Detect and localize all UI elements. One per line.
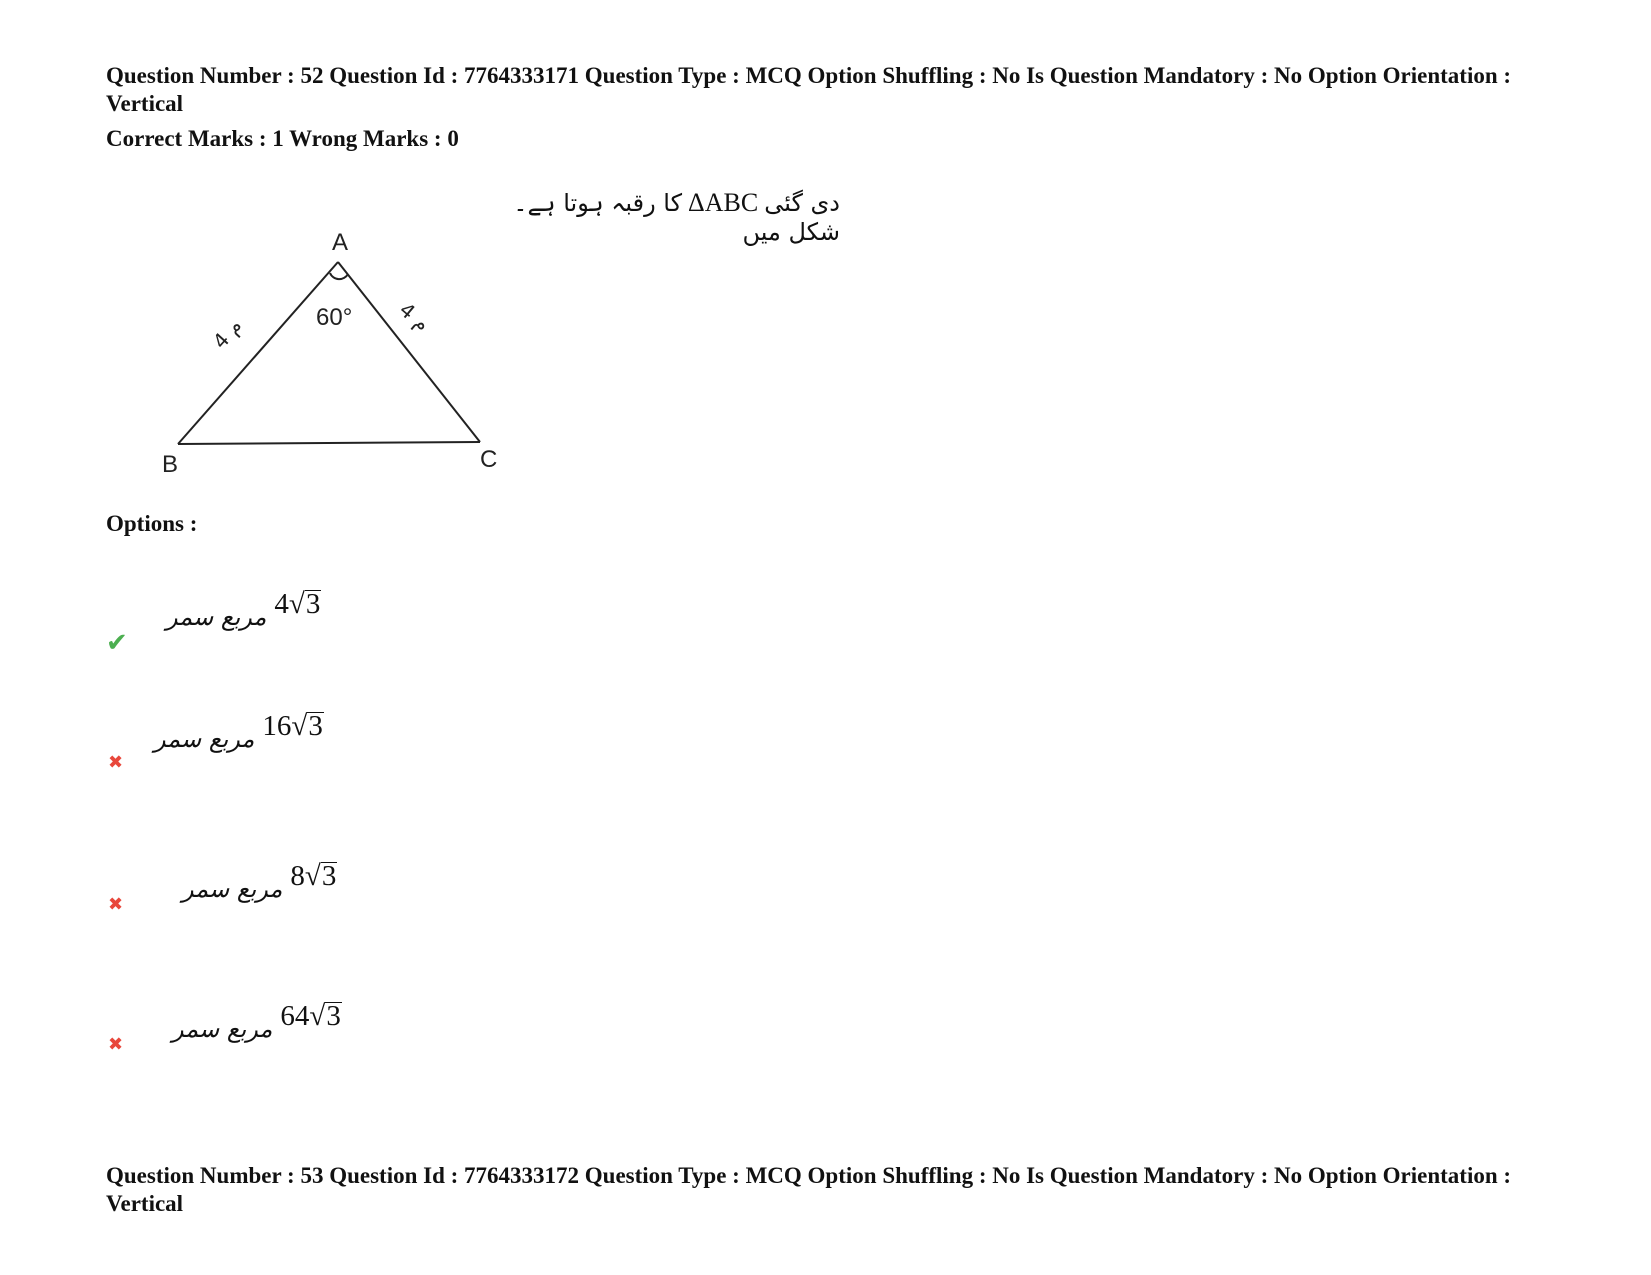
angle-arc <box>330 273 348 279</box>
vertex-a-label: A <box>332 229 349 256</box>
option-1-radicand: 3 <box>305 588 321 620</box>
triangle-figure <box>150 220 510 480</box>
side-ac <box>338 262 480 442</box>
side-ab <box>178 262 338 444</box>
option-4-text <box>172 1000 342 1043</box>
question-triangle: ΔABC <box>688 188 759 217</box>
option-1[interactable] <box>106 588 506 658</box>
option-4-unit: مربع سمر <box>172 1014 273 1043</box>
option-1-text <box>166 588 321 631</box>
option-4-radicand: 3 <box>326 1000 341 1032</box>
option-1-unit: مربع سمر <box>166 602 267 631</box>
check-icon: ✔ <box>106 628 128 658</box>
angle-label: 60° <box>316 304 353 331</box>
question-prefix: دی گئی شکل میں <box>742 189 840 246</box>
question-52-marks: Correct Marks : 1 Wrong Marks : 0 <box>106 126 459 151</box>
option-1-value: 4√3 <box>274 588 321 620</box>
cross-icon: ✖ <box>108 752 124 773</box>
option-1-coef: 4 <box>274 588 289 620</box>
vertex-c-label: C <box>480 446 498 473</box>
option-2-value: 16√3 <box>262 710 323 742</box>
cross-icon: ✖ <box>108 1034 124 1055</box>
question-text <box>500 188 840 247</box>
option-4[interactable] <box>106 1000 506 1060</box>
side-bc <box>178 442 480 444</box>
option-2-radicand: 3 <box>308 710 323 742</box>
option-4-value: 64√3 <box>280 1000 341 1032</box>
side-ab-label: 4 م <box>207 313 247 354</box>
question-52-header: Question Number : 52 Question Id : 7764333171 Question Type : MCQ Option Shuffling : No Is Question Mandatory : No Option Orientation : Vertical <box>106 63 1512 116</box>
side-ac-label: 4 م <box>394 297 435 337</box>
option-3-value: 8√3 <box>290 860 337 892</box>
cross-icon: ✖ <box>108 894 124 915</box>
option-3-text <box>182 860 337 903</box>
option-3-radicand: 3 <box>321 860 337 892</box>
option-3[interactable] <box>106 860 506 920</box>
option-4-coef: 64 <box>280 1000 310 1032</box>
option-2[interactable] <box>106 710 506 773</box>
option-2-unit: مربع سمر <box>154 724 255 753</box>
question-suffix: کا رقبہ ہوتا ہے۔ <box>513 189 683 217</box>
option-3-unit: مربع سمر <box>182 874 283 903</box>
option-2-text <box>154 710 324 753</box>
option-2-coef: 16 <box>262 710 292 742</box>
vertex-b-label: B <box>162 451 179 478</box>
option-3-coef: 8 <box>290 860 305 892</box>
question-53-header: Question Number : 53 Question Id : 7764333172 Question Type : MCQ Option Shuffling : No Is Question Mandatory : No Option Orientation : Vertical <box>106 1163 1512 1216</box>
options-label: Options : <box>106 511 198 536</box>
